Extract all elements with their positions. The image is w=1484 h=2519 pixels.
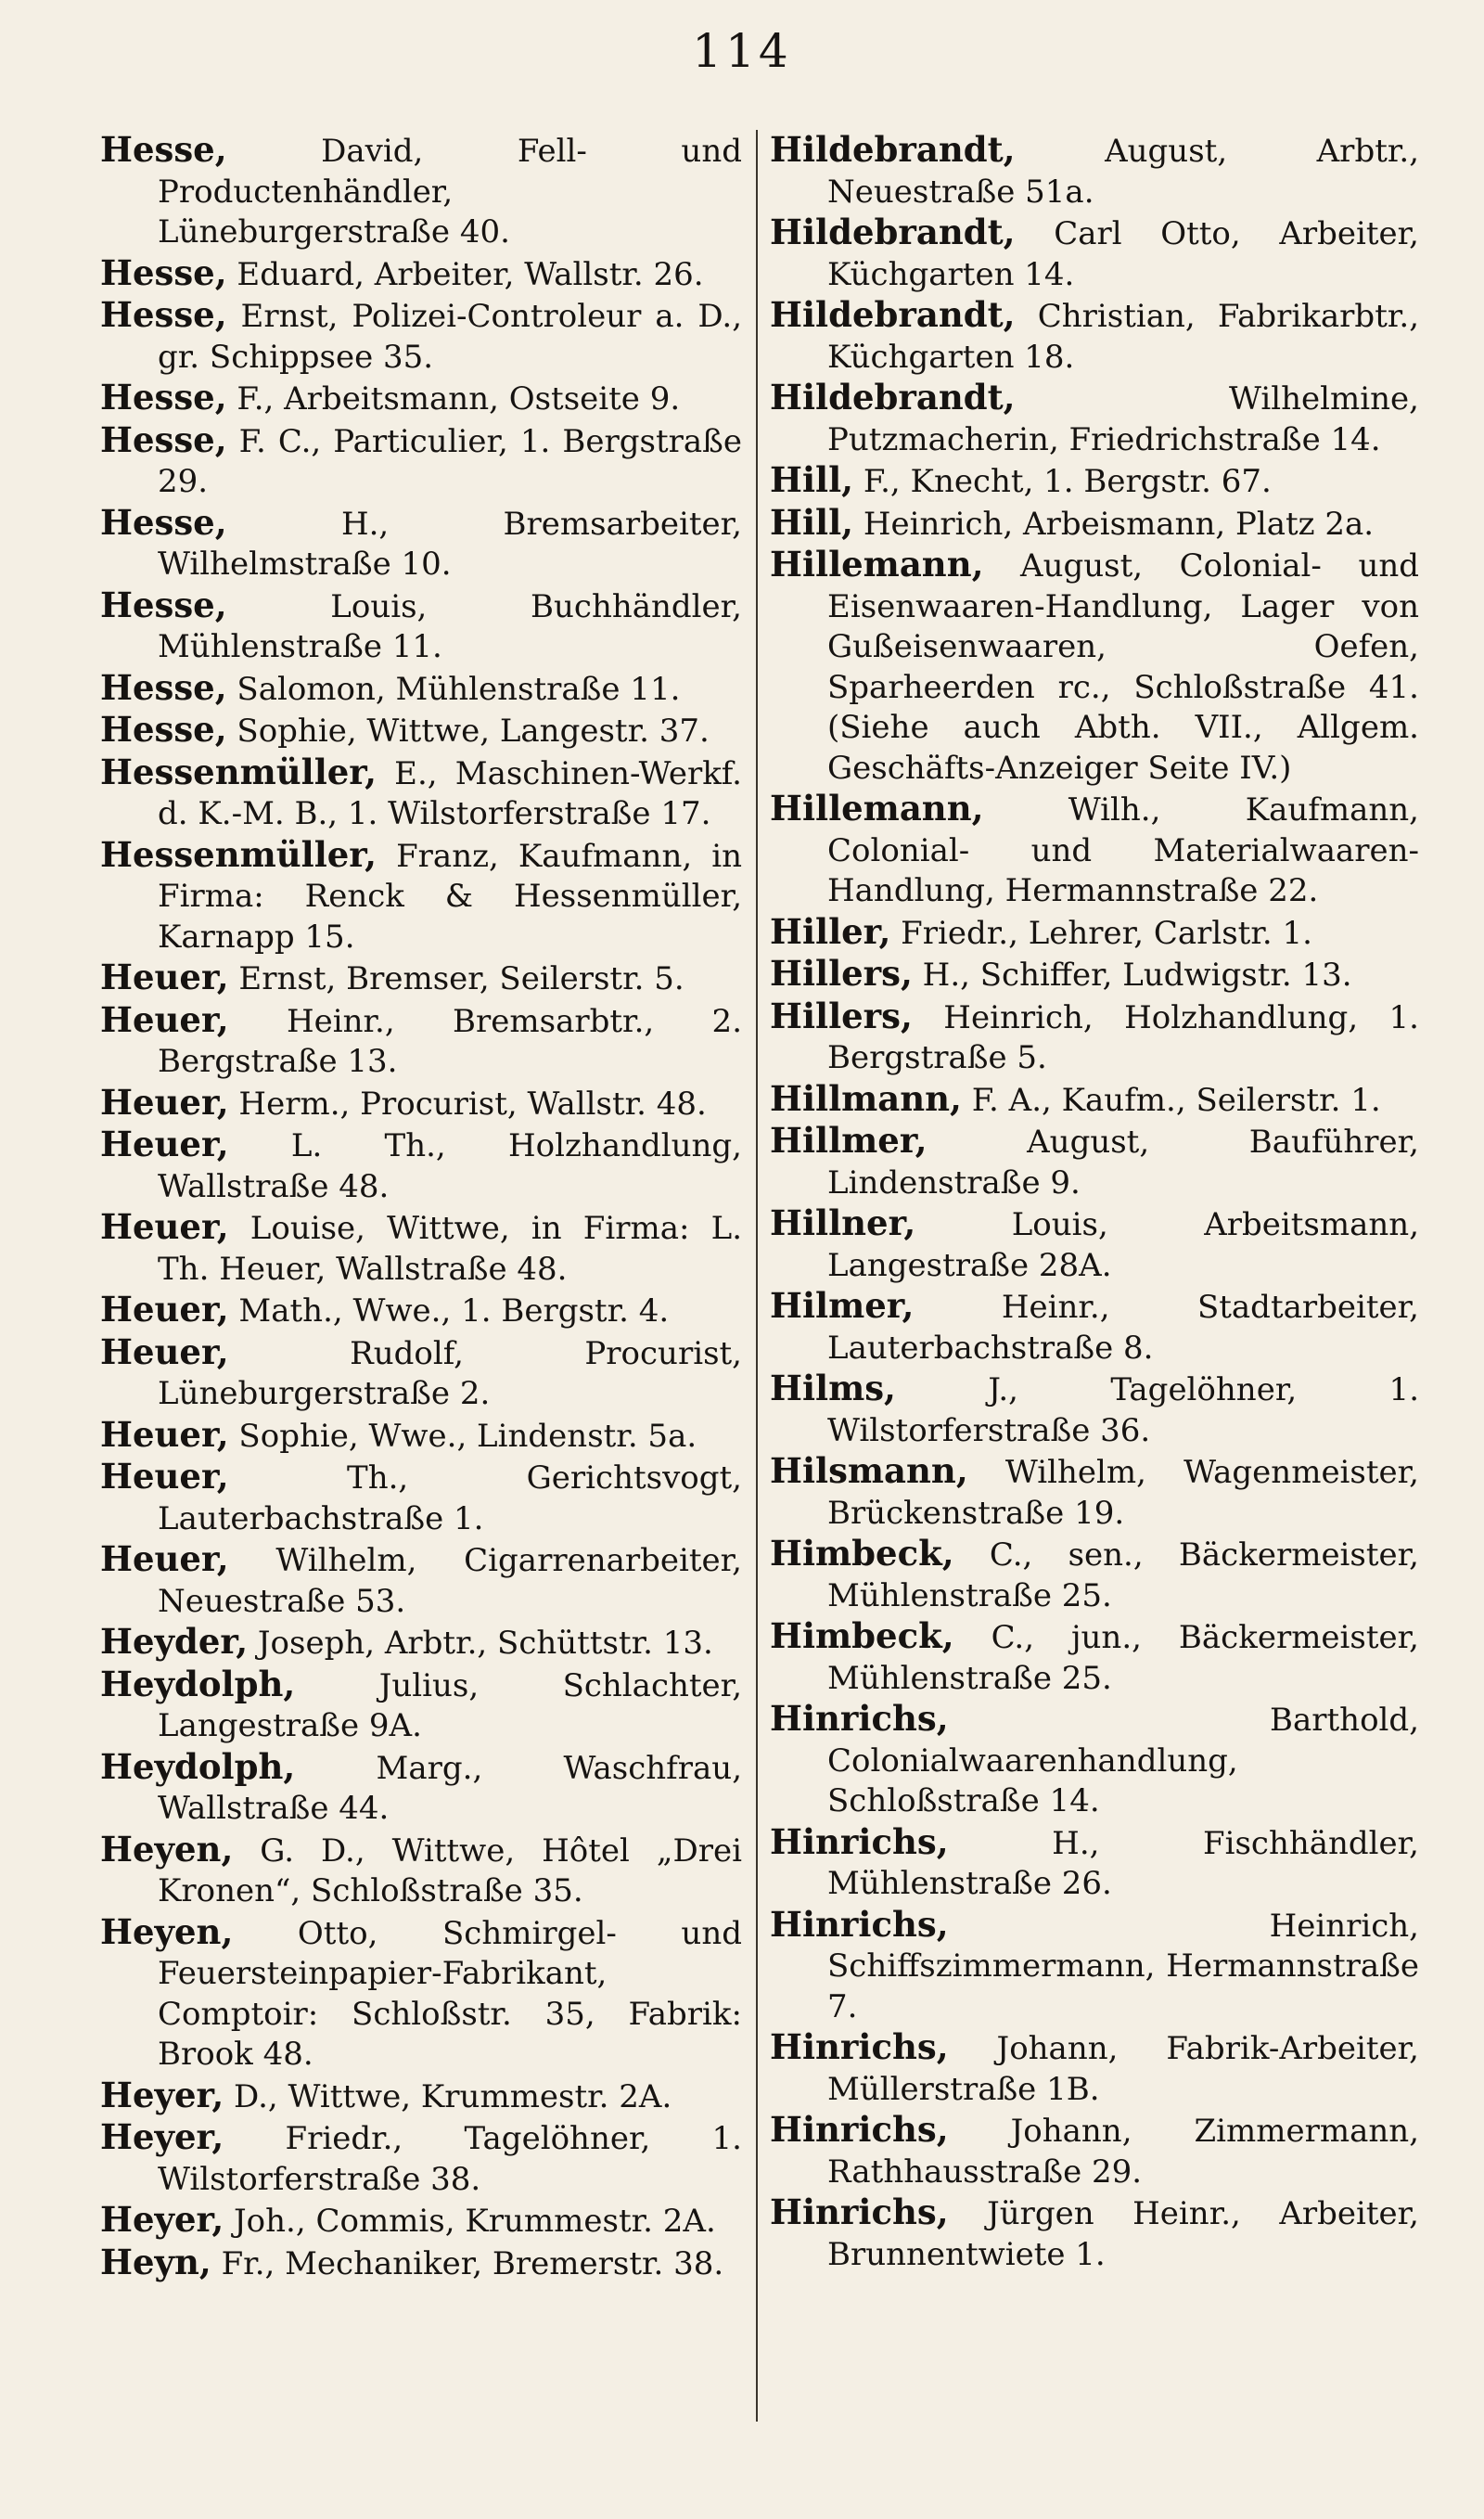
entry-details: Ernst, Bremser, Seilerstr. 5. — [228, 960, 684, 997]
directory-entry — [100, 957, 742, 1000]
entry-details: F. C., Particulier, 1. Bergstraße 29. — [158, 422, 742, 500]
entry-surname: Heyn, — [100, 2241, 211, 2282]
directory-entry — [100, 1457, 742, 1539]
entry-surname: Hildebrandt, — [770, 129, 1016, 170]
directory-entry — [100, 1000, 742, 1083]
entry-surname: Hill, — [770, 501, 854, 543]
entry-surname: Heuer, — [100, 998, 229, 1040]
directory-entry — [100, 1083, 742, 1125]
entry-surname: Hillers, — [770, 953, 913, 994]
entry-details: Ernst, Polizei-Controleur a. D., gr. Schippsee 35. — [158, 298, 742, 376]
entry-details: August, Colonial- und Eisenwaaren-Handlung, Lager von Gußeisenwaaren, Oefen, Sparheerden rc., Schloßstraße 41. (Siehe auch Abth. VII., Allgem. Geschäfts-Anzeiger Seite IV.) — [827, 547, 1419, 787]
directory-entry — [100, 585, 742, 668]
entry-details: Th., Gerichtsvogt, Lauterbachstraße 1. — [158, 1459, 742, 1537]
entry-details: Joh., Commis, Krummestr. 2A. — [224, 2203, 716, 2240]
entry-surname: Heuer, — [100, 1289, 229, 1330]
entry-details: F., Arbeitsmann, Ostseite 9. — [226, 380, 681, 418]
entry-details: Wilhelmine, Putzmacherin, Friedrichstraße 14. — [827, 380, 1419, 458]
entry-details: Louise, Wittwe, in Firma: L. Th. Heuer, Wallstraße 48. — [158, 1210, 742, 1288]
directory-entry — [770, 1369, 1419, 1451]
entry-surname: Hesse, — [100, 294, 227, 335]
entry-details: H., Fischhändler, Mühlenstraße 26. — [827, 1824, 1419, 1902]
entry-details: Rudolf, Procurist, Lüneburgerstraße 2. — [158, 1334, 742, 1412]
entry-details: Julius, Schlachter, Langestraße 9A. — [158, 1666, 742, 1744]
directory-entry — [770, 130, 1419, 212]
entry-surname: Hesse, — [100, 501, 227, 543]
entry-surname: Heydolph, — [100, 1745, 296, 1787]
directory-entry — [100, 1539, 742, 1622]
entry-details: Johann, Fabrik-Arbeiter, Müllerstraße 1B. — [827, 2030, 1419, 2108]
entry-details: Wilhelm, Cigarrenarbeiter, Neuestraße 53. — [158, 1542, 742, 1620]
entry-details: David, Fell- und Productenhändler, Lüneburgerstraße 40. — [158, 133, 742, 251]
directory-entry — [100, 503, 742, 585]
entry-surname: Hillmer, — [770, 1120, 928, 1161]
directory-entry — [770, 545, 1419, 789]
directory-entry — [100, 2076, 742, 2118]
directory-entry — [770, 460, 1419, 503]
directory-entry — [770, 1905, 1419, 2028]
directory-entry — [770, 378, 1419, 460]
entry-details: August, Arbtr., Neuestraße 51a. — [827, 133, 1419, 211]
directory-entry — [100, 2200, 742, 2243]
directory-entry — [100, 668, 742, 711]
entry-surname: Hildebrandt, — [770, 294, 1016, 335]
entry-details: Herm., Procurist, Wallstr. 48. — [228, 1085, 707, 1123]
directory-entry — [770, 1286, 1419, 1369]
entry-details: Sophie, Wwe., Lindenstr. 5a. — [228, 1417, 697, 1455]
entry-surname: Heuer, — [100, 1124, 229, 1164]
entry-surname: Heyder, — [100, 1621, 249, 1662]
directory-entry — [100, 130, 742, 253]
entry-surname: Hinrichs, — [770, 1903, 949, 1945]
entry-details: Salomon, Mühlenstraße 11. — [226, 670, 681, 708]
entry-surname: Hillemann, — [770, 544, 984, 585]
entry-details: Wilh., Kaufmann, Colonial- und Materialwaaren-Handlung, Hermannstraße 22. — [827, 791, 1419, 909]
entry-surname: Hesse, — [100, 251, 227, 293]
entry-details: Heinr., Bremsarbtr., 2. Bergstraße 13. — [158, 1002, 742, 1080]
entry-surname: Hesse, — [100, 377, 227, 418]
entry-surname: Heyer, — [100, 2199, 224, 2240]
directory-entry — [100, 1912, 742, 2076]
entry-surname: Hilsmann, — [770, 1450, 968, 1491]
entry-details: Louis, Arbeitsmann, Langestraße 28A. — [827, 1206, 1419, 1284]
directory-entry — [100, 1415, 742, 1458]
entry-details: F. A., Kaufm., Seilerstr. 1. — [961, 1081, 1381, 1119]
entry-surname: Heyer, — [100, 2074, 224, 2115]
directory-entry — [100, 1207, 742, 1290]
directory-entry — [100, 420, 742, 503]
entry-details: H., Bremsarbeiter, Wilhelmstraße 10. — [158, 505, 742, 583]
entry-surname: Hinrichs, — [770, 1698, 949, 1739]
entry-details: Otto, Schmirgel- und Feuersteinpapier-Fabrikant, Comptoir: Schloßstr. 35, Fabrik: Brook 48. — [158, 1914, 742, 2073]
entry-surname: Hillner, — [770, 1202, 916, 1243]
directory-entry — [770, 1121, 1419, 1203]
directory-entry — [100, 752, 742, 835]
directory-entry — [100, 2117, 742, 2200]
entry-surname: Heyer, — [100, 2116, 224, 2157]
right-column — [770, 130, 1419, 2275]
entry-surname: Hilmer, — [770, 1285, 915, 1326]
entry-details: Eduard, Arbeiter, Wallstr. 26. — [226, 255, 704, 293]
entry-surname: Heuer, — [100, 1081, 229, 1123]
directory-entry — [100, 378, 742, 420]
entry-details: Heinrich, Arbeismann, Platz 2a. — [853, 505, 1375, 543]
left-column — [100, 130, 742, 2284]
entry-details: August, Bauführer, Lindenstraße 9. — [827, 1124, 1419, 1202]
entry-surname: Heyen, — [100, 1828, 234, 1870]
entry-surname: Hesse, — [100, 129, 227, 170]
entry-details: Barthold, Colonialwaarenhandlung, Schloßstraße 14. — [827, 1702, 1419, 1819]
entry-surname: Hesse, — [100, 418, 227, 460]
entry-surname: Hildebrandt, — [770, 377, 1016, 418]
directory-entry — [770, 503, 1419, 546]
entry-surname: Heuer, — [100, 1206, 229, 1247]
directory-entry — [770, 996, 1419, 1079]
page-number: 114 — [692, 24, 792, 78]
entry-surname: Hesse, — [100, 709, 227, 750]
directory-entry — [770, 295, 1419, 378]
directory-entry — [100, 1830, 742, 1912]
entry-details: Fr., Mechaniker, Bremerstr. 38. — [211, 2244, 724, 2282]
entry-surname: Heuer, — [100, 957, 229, 997]
entry-surname: Hilms, — [770, 1368, 896, 1408]
entry-surname: Heuer, — [100, 1413, 229, 1455]
entry-details: C., jun., Bäckermeister, Mühlenstraße 25. — [827, 1619, 1419, 1697]
directory-entry — [770, 954, 1419, 996]
entry-details: Johann, Zimmermann, Rathhausstraße 29. — [827, 2113, 1419, 2191]
entry-surname: Hildebrandt, — [770, 212, 1016, 252]
entry-surname: Hinrichs, — [770, 2026, 949, 2067]
entry-details: Math., Wwe., 1. Bergstr. 4. — [228, 1292, 670, 1330]
directory-entry — [100, 2243, 742, 2285]
directory-entry — [100, 710, 742, 752]
entry-surname: Himbeck, — [770, 1533, 954, 1574]
entry-details: Heinr., Stadtarbeiter, Lauterbachstraße 8. — [827, 1289, 1419, 1367]
entry-details: Friedr., Tagelöhner, 1. Wilstorferstraße 38. — [158, 2120, 742, 2198]
directory-entry — [770, 1822, 1419, 1905]
entry-surname: Hinrichs, — [770, 1820, 949, 1862]
entry-details: Heinrich, Schiffszimmermann, Hermannstraße 7. — [827, 1907, 1419, 2025]
directory-entry — [100, 253, 742, 296]
directory-entry — [100, 1332, 742, 1415]
entry-details: Heinrich, Holzhandlung, 1. Bergstraße 5. — [827, 998, 1419, 1076]
entry-details: Marg., Waschfrau, Wallstraße 44. — [158, 1749, 742, 1827]
directory-entry — [770, 1699, 1419, 1822]
entry-details: Franz, Kaufmann, in Firma: Renck & Hessenmüller, Karnapp 15. — [158, 837, 742, 956]
entry-details: Christian, Fabrikarbtr., Küchgarten 18. — [827, 298, 1419, 376]
entry-details: Wilhelm, Wagenmeister, Brückenstraße 19. — [827, 1454, 1419, 1532]
entry-details: Joseph, Arbtr., Schüttstr. 13. — [248, 1625, 713, 1662]
entry-surname: Hiller, — [770, 910, 891, 952]
entry-surname: Hesse, — [100, 584, 227, 625]
directory-entry — [770, 789, 1419, 912]
entry-surname: Hessenmüller, — [100, 751, 377, 792]
entry-details: L. Th., Holzhandlung, Wallstraße 48. — [158, 1127, 742, 1205]
directory-entry — [100, 835, 742, 958]
directory-entry — [770, 1534, 1419, 1616]
entry-details: D., Wittwe, Krummestr. 2A. — [224, 2077, 672, 2115]
directory-entry — [770, 1616, 1419, 1699]
entry-surname: Hill, — [770, 459, 854, 500]
entry-surname: Heydolph, — [100, 1663, 296, 1704]
entry-details: Sophie, Wittwe, Langestr. 37. — [226, 713, 710, 750]
entry-surname: Hessenmüller, — [100, 833, 377, 875]
entry-details: Friedr., Lehrer, Carlstr. 1. — [890, 914, 1312, 952]
entry-details: C., sen., Bäckermeister, Mühlenstraße 25. — [827, 1536, 1419, 1614]
directory-entry — [770, 2110, 1419, 2192]
entry-surname: Hillmann, — [770, 1077, 962, 1119]
directory-entry — [100, 1622, 742, 1664]
directory-entry — [100, 1290, 742, 1332]
directory-entry — [100, 295, 742, 378]
entry-surname: Hesse, — [100, 666, 227, 708]
directory-entry — [770, 912, 1419, 955]
entry-details: F., Knecht, 1. Bergstr. 67. — [853, 463, 1272, 500]
entry-surname: Heuer, — [100, 1538, 229, 1579]
entry-surname: Heyen, — [100, 1910, 234, 1952]
entry-surname: Hinrichs, — [770, 2191, 949, 2232]
entry-surname: Hillers, — [770, 995, 913, 1036]
directory-entry — [100, 1664, 742, 1747]
entry-surname: Heuer, — [100, 1456, 229, 1497]
entry-details: J., Tagelöhner, 1. Wilstorferstraße 36. — [827, 1371, 1419, 1449]
entry-details: Carl Otto, Arbeiter, Küchgarten 14. — [827, 215, 1419, 293]
directory-entry — [770, 2192, 1419, 2275]
directory-entry — [100, 1747, 742, 1830]
directory-entry — [770, 2027, 1419, 2110]
entry-surname: Hinrichs, — [770, 2109, 949, 2150]
entry-surname: Himbeck, — [770, 1615, 954, 1656]
entry-details: H., Schiffer, Ludwigstr. 13. — [912, 957, 1352, 994]
entry-details: Jürgen Heinr., Arbeiter, Brunnentwiete 1. — [827, 2195, 1419, 2273]
entry-details: Louis, Buchhändler, Mühlenstraße 11. — [158, 587, 742, 665]
directory-entry — [770, 1451, 1419, 1534]
directory-entry — [770, 212, 1419, 295]
directory-entry — [770, 1079, 1419, 1122]
directory-entry — [770, 1203, 1419, 1286]
entry-surname: Heuer, — [100, 1330, 229, 1372]
entry-surname: Hillemann, — [770, 788, 984, 829]
entry-details: G. D., Wittwe, Hôtel „Drei Kronen“, Schloßstraße 35. — [158, 1831, 742, 1909]
directory-entry — [100, 1125, 742, 1207]
column-divider — [756, 130, 758, 2422]
entry-details: E., Maschinen-Werkf. d. K.-M. B., 1. Wilstorferstraße 17. — [158, 754, 742, 832]
